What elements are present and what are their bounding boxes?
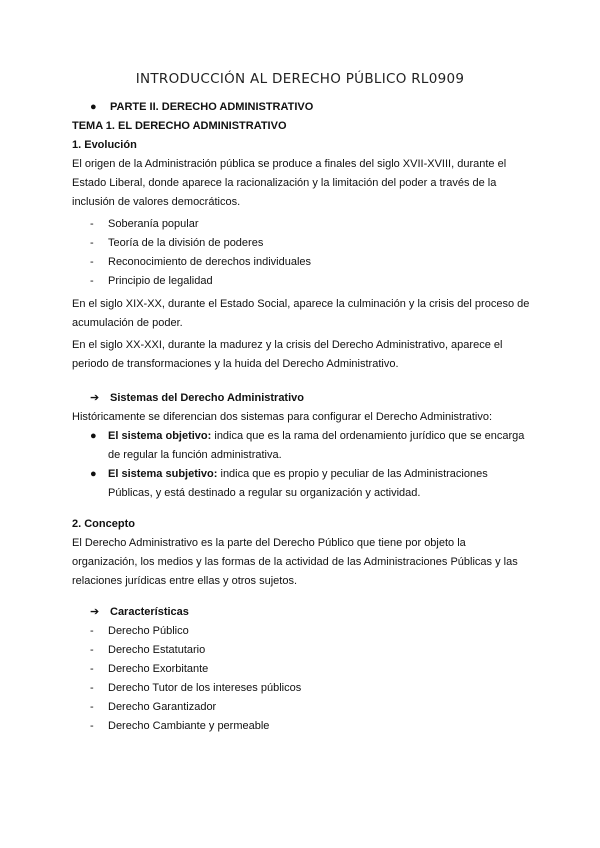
dash-icon: -: [90, 625, 94, 637]
list-item: ● El sistema objetivo: indica que es la rama del ordenamiento jurídico que se encarga de regular la función administrativa.: [72, 427, 532, 465]
list-item: - Principio de legalidad: [72, 272, 532, 291]
evolucion-para-2: En el siglo XIX-XX, durante el Estado Social, aparece la culminación y la crisis del proceso de acumulación de poder.: [72, 298, 530, 329]
evolucion-para-3: En el siglo XX-XXI, durante la madurez y la crisis del Derecho Administrativo, aparece el periodo de transformaciones y la huida del Derecho Administrativo.: [72, 339, 503, 370]
dash-icon: -: [90, 218, 94, 230]
dash-icon: -: [90, 275, 94, 287]
dash-icon: -: [90, 701, 94, 713]
dash-icon: -: [90, 663, 94, 675]
tema-heading: TEMA 1. EL DERECHO ADMINISTRATIVO: [72, 120, 287, 132]
evolucion-heading: 1. Evolución: [72, 139, 137, 151]
concepto-text: El Derecho Administrativo es la parte del Derecho Público que tiene por objeto la organización, los medios y las formas de la actividad de las Administraciones Públicas y las relaciones jurídicas entre ellas y otros sujetos.: [72, 537, 518, 587]
bullet-icon: ●: [90, 468, 97, 480]
list-item: - Derecho Garantizador: [72, 698, 532, 717]
caracteristicas-heading: [90, 603, 532, 622]
sistemas-heading-text: Sistemas del Derecho Administrativo: [110, 392, 304, 404]
list-item: - Derecho Cambiante y permeable: [72, 717, 532, 736]
list-item: - Derecho Estatutario: [72, 641, 532, 660]
dash-icon: -: [90, 256, 94, 268]
document-title: INTRODUCCIÓN AL DERECHO PÚBLICO RL0909: [135, 71, 465, 87]
list-item: - Derecho Público: [72, 622, 532, 641]
document-body: [72, 98, 532, 736]
list-item: - Teoría de la división de poderes: [72, 234, 532, 253]
arrow-right-icon: ➔: [90, 392, 100, 404]
caracteristicas-list: [72, 622, 532, 736]
sistemas-intro: Históricamente se diferencian dos sistemas para configurar el Derecho Administrativo:: [72, 411, 493, 423]
concepto-heading: 2. Concepto: [72, 518, 135, 530]
bullet-icon: ●: [90, 430, 97, 442]
list-item: - Derecho Exorbitante: [72, 660, 532, 679]
list-item: ● El sistema subjetivo: indica que es propio y peculiar de las Administraciones Públicas, y está destinado a regular su organización y actividad.: [72, 465, 532, 503]
dash-icon: -: [90, 682, 94, 694]
dash-icon: -: [90, 720, 94, 732]
sistemas-list: [72, 427, 532, 503]
dash-icon: -: [90, 237, 94, 249]
list-item: - Soberanía popular: [72, 215, 532, 234]
list-item: - Reconocimiento de derechos individuales: [72, 253, 532, 272]
arrow-right-icon: ➔: [90, 606, 100, 618]
part-heading: [90, 98, 532, 117]
caracteristicas-heading-text: Características: [110, 606, 189, 618]
dash-icon: -: [90, 644, 94, 656]
evolucion-list: [72, 215, 532, 291]
evolucion-intro: El origen de la Administración pública se produce a finales del siglo XVII-XVIII, durante el Estado Liberal, donde aparece la racionalización y la limitación del poder a través de la inclusión de valores democráticos.: [72, 158, 507, 208]
sistemas-heading: [90, 389, 532, 408]
list-item: - Derecho Tutor de los intereses públicos: [72, 679, 532, 698]
bullet-icon: ●: [90, 101, 97, 113]
part-heading-text: PARTE II. DERECHO ADMINISTRATIVO: [110, 101, 314, 113]
